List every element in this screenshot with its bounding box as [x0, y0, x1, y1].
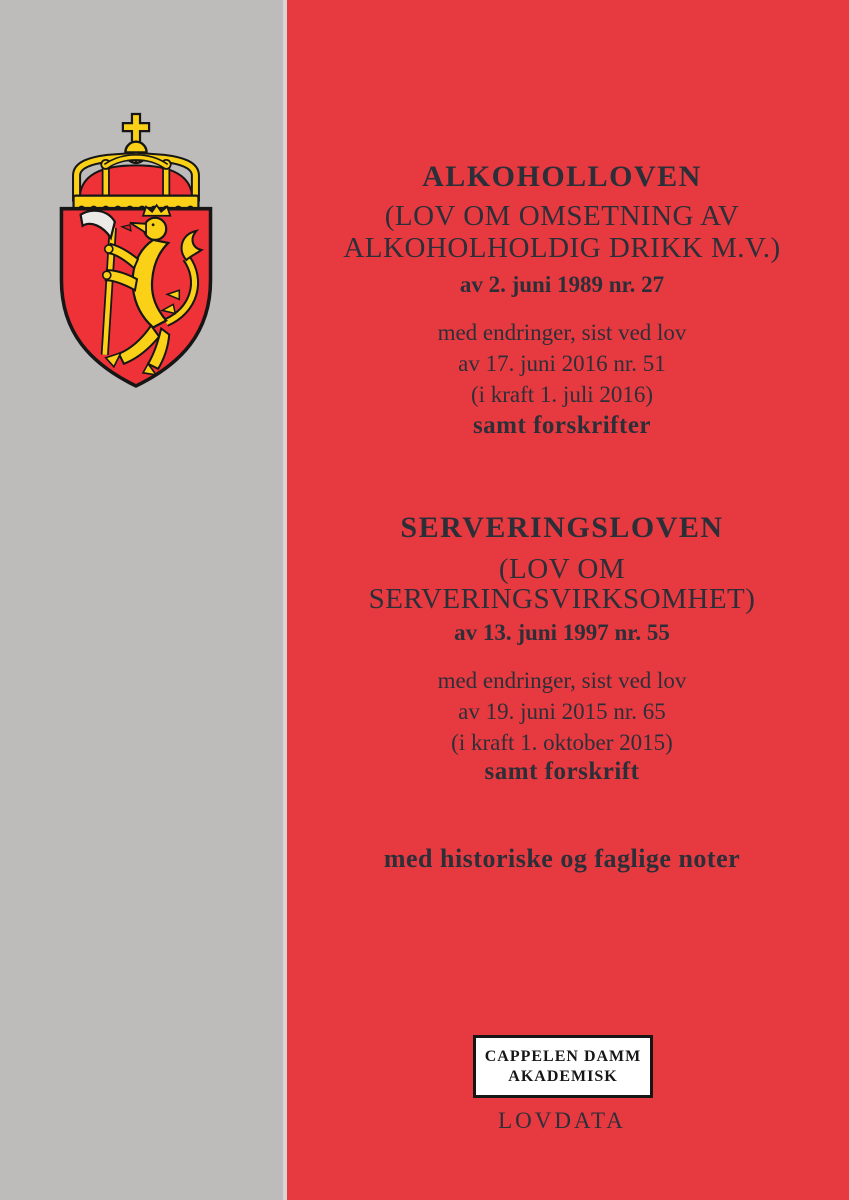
- serveringsloven-title: SERVERINGSLOVEN: [400, 511, 724, 544]
- alkoholloven-amended-line1: med endringer, sist ved lov: [437, 320, 687, 345]
- serveringsloven-enacted-date: av 13. juni 1997 nr. 55: [454, 620, 670, 645]
- publisher-logo: [473, 1035, 653, 1098]
- alkoholloven-subtitle-line2: ALKOHOLHOLDIG DRIKK M.V.): [343, 232, 781, 264]
- norwegian-coat-of-arms-icon: [57, 111, 219, 393]
- serveringsloven-subtitle-line2: SERVERINGSVIRKSOMHET): [368, 583, 756, 615]
- lovdata-wordmark: LOVDATA: [498, 1108, 626, 1133]
- serveringsloven-amended-line3: (i kraft 1. oktober 2015): [451, 730, 673, 755]
- publisher-name-line1: CAPPELEN DAMM: [484, 1047, 642, 1065]
- serveringsloven-amended-line2: av 19. juni 2015 nr. 65: [458, 699, 666, 724]
- alkoholloven-addendum: samt forskrifter: [472, 412, 652, 439]
- alkoholloven-amended-line2: av 17. juni 2016 nr. 51: [458, 351, 666, 376]
- alkoholloven-enacted-date: av 2. juni 1989 nr. 27: [459, 272, 665, 297]
- alkoholloven-amended-line3: (i kraft 1. juli 2016): [470, 382, 654, 407]
- alkoholloven-subtitle-line1: (LOV OM OMSETNING AV: [384, 200, 740, 232]
- serveringsloven-amended-line1: med endringer, sist ved lov: [437, 668, 687, 693]
- alkoholloven-title: ALKOHOLLOVEN: [422, 160, 702, 193]
- serveringsloven-addendum: samt forskrift: [484, 758, 640, 785]
- serveringsloven-subtitle-line1: (LOV OM: [498, 553, 626, 585]
- historical-notes-line: med historiske og faglige noter: [383, 844, 741, 873]
- publisher-name-line2: AKADEMISK: [508, 1067, 618, 1085]
